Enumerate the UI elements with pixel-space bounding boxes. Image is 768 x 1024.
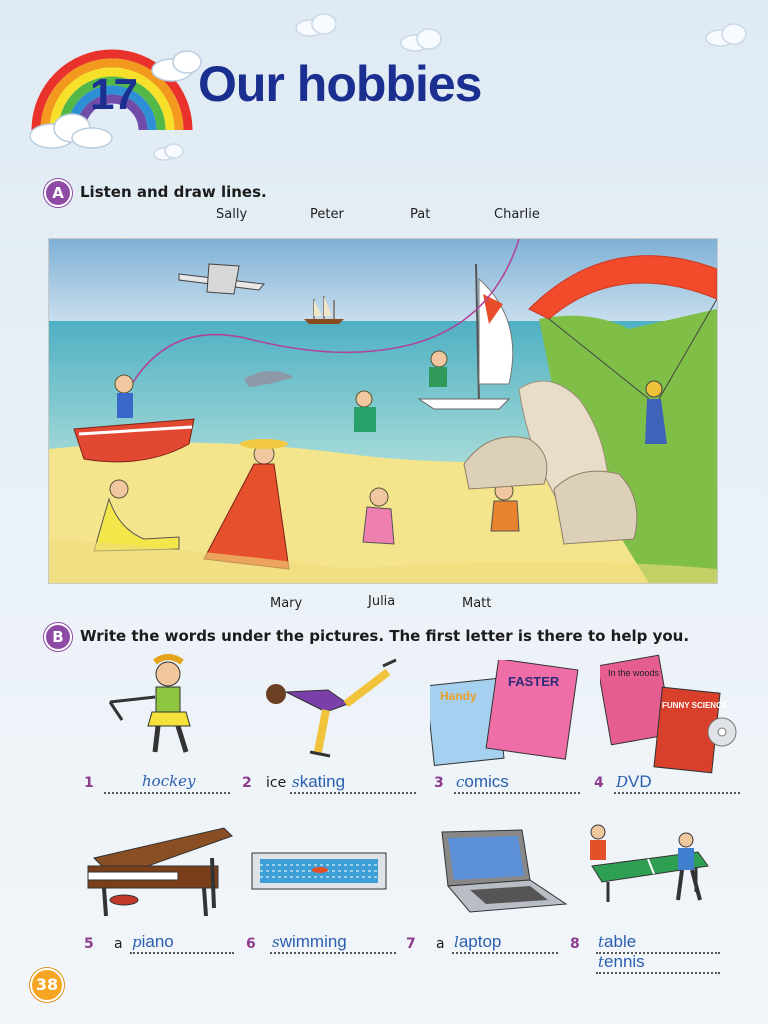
section-b-badge: B — [44, 623, 72, 651]
item-8-first-letter: t — [598, 933, 605, 951]
name-julia[interactable]: Julia — [368, 594, 396, 609]
page-title: Our hobbies — [198, 56, 482, 112]
hockey-player-icon — [100, 652, 210, 772]
swimming-pool-icon — [250, 845, 390, 895]
name-matt[interactable]: Matt — [462, 596, 492, 611]
item-8-answer-2: ennis — [604, 952, 645, 971]
item-5-number: 5 — [84, 936, 94, 952]
comics2-title: FASTER — [508, 674, 560, 689]
item-2-answer: kating — [299, 772, 346, 791]
item-6-answer: wimming — [279, 932, 347, 951]
name-peter[interactable]: Peter — [310, 207, 344, 222]
cloud-icon — [290, 10, 350, 40]
item-7-answer: aptop — [458, 932, 502, 951]
item-8-first-letter-2: t — [598, 953, 605, 971]
dvd2-title: FUNNY SCIENCE — [662, 701, 728, 710]
item-7-prefix: a — [436, 936, 445, 952]
item-2-answer-field[interactable] — [290, 770, 416, 794]
item-6-number: 6 — [246, 936, 256, 952]
item-5-answer-field[interactable] — [130, 930, 234, 954]
item-7-number: 7 — [406, 936, 416, 952]
item-5-answer: iano — [141, 932, 174, 951]
cloud-icon — [700, 20, 760, 50]
dvd1-title: In the woods — [608, 668, 660, 678]
item-6-first-letter: s — [272, 933, 280, 951]
item-6-answer-field[interactable] — [270, 930, 396, 954]
unit-number: 17 — [90, 70, 137, 119]
item-4-first-letter: D — [616, 773, 629, 791]
item-4-answer-field[interactable] — [614, 770, 740, 794]
item-8-number: 8 — [570, 936, 580, 952]
item-5-first-letter: p — [132, 933, 142, 951]
section-b-instruction: Write the words under the pictures. The first letter is there to help you. — [80, 627, 690, 645]
name-pat[interactable]: Pat — [410, 207, 431, 222]
item-2-prefix: ice — [266, 775, 287, 791]
comics1-title: Handy — [440, 689, 477, 703]
item-2-number: 2 — [242, 775, 252, 791]
ice-skater-icon — [258, 652, 408, 762]
laptop-icon — [430, 828, 570, 918]
item-3-answer: omics — [464, 772, 509, 791]
name-sally[interactable]: Sally — [216, 207, 248, 222]
item-4-number: 4 — [594, 775, 604, 791]
item-7-answer-field[interactable] — [452, 930, 558, 954]
piano-icon — [84, 818, 234, 923]
item-1-number: 1 — [84, 775, 94, 791]
page-number: 38 — [30, 968, 64, 1002]
name-mary[interactable]: Mary — [270, 596, 303, 611]
dvd-icon — [600, 652, 745, 777]
item-3-answer-field[interactable] — [454, 770, 580, 794]
comics-icon — [430, 660, 580, 770]
item-7-first-letter: l — [454, 933, 459, 951]
item-1-answer-field[interactable] — [104, 770, 230, 794]
item-4-answer: VD — [628, 772, 652, 791]
table-tennis-icon — [578, 822, 718, 912]
item-8-answer-field-2[interactable] — [596, 950, 720, 974]
item-8-answer: able — [604, 932, 637, 951]
cloud-icon — [150, 140, 190, 165]
item-1-answer: hockey — [142, 772, 196, 790]
item-2-first-letter: s — [292, 773, 300, 791]
section-a-badge: A — [44, 179, 72, 207]
cloud-icon — [395, 25, 455, 55]
name-charlie[interactable]: Charlie — [494, 207, 540, 222]
item-3-first-letter: c — [456, 773, 465, 791]
beach-scene — [48, 238, 718, 584]
section-a-instruction: Listen and draw lines. — [80, 183, 267, 201]
item-3-number: 3 — [434, 775, 444, 791]
item-5-prefix: a — [114, 936, 123, 952]
